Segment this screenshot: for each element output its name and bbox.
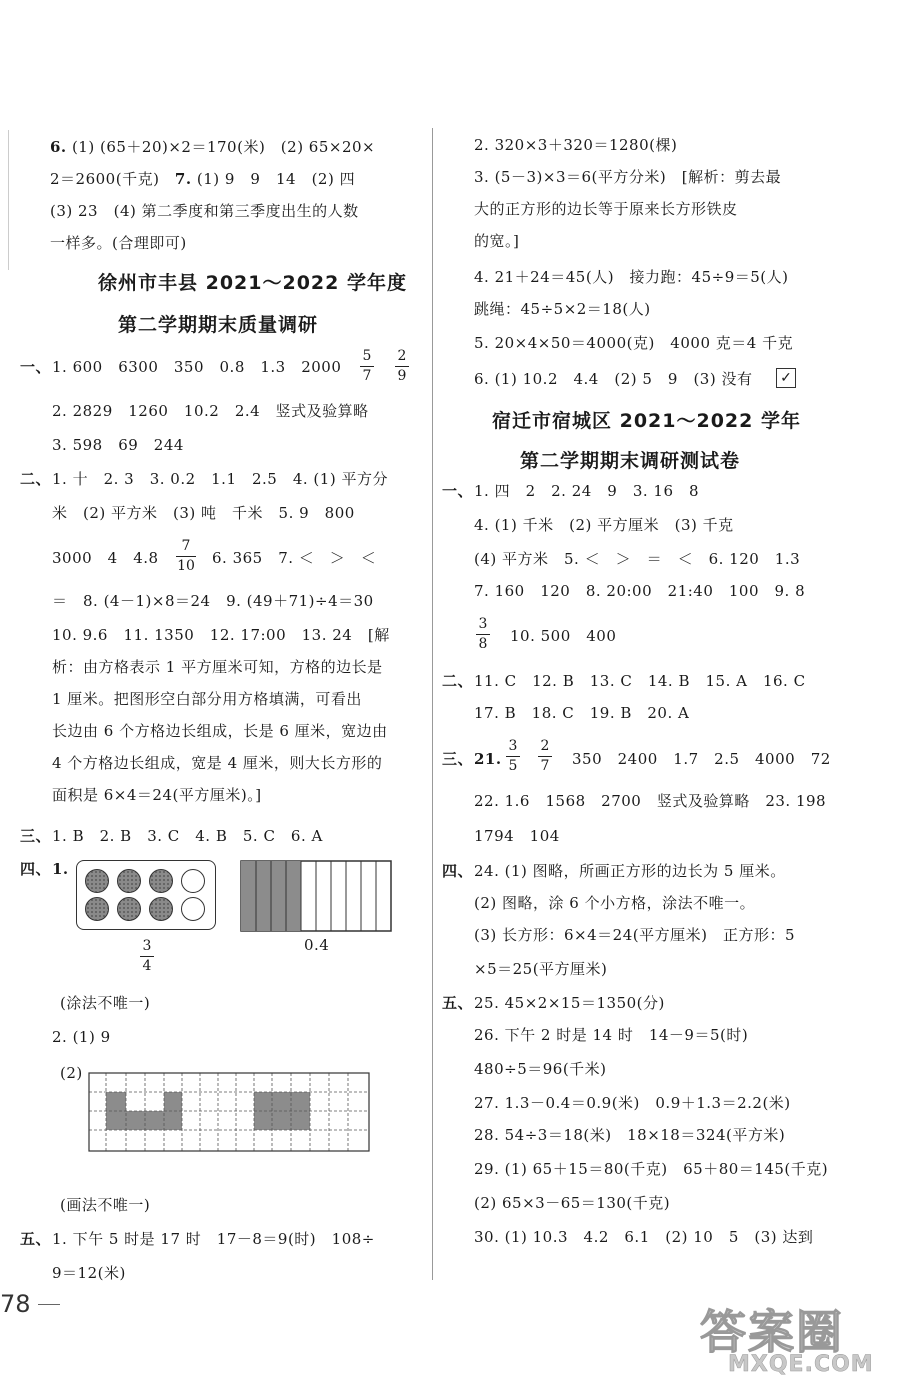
- strip-figure: [240, 860, 392, 932]
- answer-line: 跳绳：45÷5×2＝18(人): [474, 300, 651, 318]
- section-mark: 二、: [442, 672, 474, 690]
- fraction: 2 9: [395, 348, 409, 385]
- answer-line: (2) 65×3－65＝130(千克): [474, 1194, 671, 1212]
- answer-line: 米 (2) 平方米 (3) 吨 千米 5. 9 800: [52, 504, 355, 522]
- section-heading: 徐州市丰县 2021～2022 学年度: [98, 272, 407, 294]
- fraction: 5 7: [360, 348, 374, 385]
- fraction: 7 10: [177, 538, 195, 574]
- answer-line: 30. (1) 10.3 4.2 6.1 (2) 10 5 (3) 达到: [474, 1228, 814, 1246]
- section-mark: 四、: [20, 860, 52, 878]
- empty-circle: [181, 869, 205, 893]
- empty-circle: [181, 897, 205, 921]
- question-number: 1.: [52, 860, 69, 878]
- answer-line: 1. 四 2 2. 24 9 3. 16 8: [474, 482, 700, 500]
- note: (画法不唯一): [60, 1196, 151, 1214]
- answer-line: 3. 598 69 244: [52, 436, 184, 454]
- answer-line: ×5＝25(平方厘米): [474, 960, 608, 978]
- question-number: 21.: [474, 750, 502, 768]
- answer-line: 2. 2829 1260 10.2 2.4 竖式及验算略: [52, 402, 369, 420]
- answer-line: 7. 160 120 8. 20:00 21:40 100 9. 8: [474, 582, 806, 600]
- answer-line: (3) 23 (4) 第二季度和第三季度出生的人数: [50, 202, 359, 220]
- answer-line: 6. (1) 10.2 4.4 (2) 5 9 (3) 没有: [474, 370, 753, 388]
- answer-line: 1. 600 6300 350 0.8 1.3 2000: [52, 358, 342, 376]
- section-mark: 一、: [442, 482, 474, 500]
- answer-line: (3) 长方形：6×4＝24(平方厘米) 正方形：5: [474, 926, 796, 944]
- section-mark: 三、: [442, 750, 474, 768]
- answer-line: 2. 320×3＋320＝1280(棵): [474, 136, 678, 154]
- shaded-circle: [149, 869, 173, 893]
- fraction: 3 8: [476, 616, 490, 653]
- answer-line: 2＝2600(千克) 7. (1) 9 9 14 (2) 四: [50, 170, 356, 188]
- shaded-circle: [117, 897, 141, 921]
- answer-line: 6. (1) (65＋20)×2＝170(米) (2) 65×20×: [50, 138, 376, 156]
- answer-line: 10. 500 400: [510, 627, 617, 645]
- answer-line: 480÷5＝96(千米): [474, 1060, 607, 1078]
- answer-line: 2. (1) 9: [52, 1028, 111, 1046]
- shaded-circle: [85, 897, 109, 921]
- section-mark: 五、: [442, 994, 474, 1012]
- shaded-circle: [149, 897, 173, 921]
- answer-line: 大的正方形的边长等于原来长方形铁皮: [474, 200, 738, 218]
- answer-line: 4 个方格边长组成，宽是 4 厘米，则大长方形的: [52, 754, 383, 772]
- watermark-url: MXQE.COM: [728, 1352, 874, 1377]
- fraction: 3 4: [140, 938, 154, 975]
- answer-line: 17. B 18. C 19. B 20. A: [474, 704, 690, 722]
- section-heading: 第二学期期末调研测试卷: [520, 450, 741, 472]
- answer-line: 1794 104: [474, 827, 560, 845]
- answer-line: 一样多。(合理即可): [50, 234, 187, 252]
- answer-line: 11. C 12. B 13. C 14. B 15. A 16. C: [474, 672, 806, 690]
- answer-line: 长边由 6 个方格边长组成，长是 6 厘米，宽边由: [52, 722, 388, 740]
- answer-line: 27. 1.3－0.4＝0.9(米) 0.9＋1.3＝2.2(米): [474, 1094, 791, 1112]
- answer-line: 3. (5－3)×3＝6(平方分米) [解析：剪去最: [474, 168, 782, 186]
- section-mark: 二、: [20, 470, 52, 488]
- fraction: 3 5: [506, 738, 520, 775]
- answer-line: 28. 54÷3＝18(米) 18×18＝324(平方米): [474, 1126, 786, 1144]
- answer-line: 析：由方格表示 1 平方厘米可知，方格的边长是: [52, 658, 383, 676]
- left-edge-line: [8, 130, 9, 270]
- circles-figure: [76, 860, 216, 930]
- answer-line: 350 2400 1.7 2.5 4000 72: [572, 750, 831, 768]
- shaded-circle: [85, 869, 109, 893]
- column-divider: [432, 128, 433, 1280]
- section-mark: 五、: [20, 1230, 52, 1248]
- check-mark-icon: ✓: [776, 368, 796, 388]
- answer-line: (4) 平方米 5. ＜ ＞ ＝ ＜ 6. 120 1.3: [474, 550, 801, 568]
- answer-line: 5. 20×4×50＝4000(克) 4000 克＝4 千克: [474, 334, 794, 352]
- answer-line: 3000 4 4.8: [52, 549, 159, 567]
- section-mark: 四、: [442, 862, 474, 880]
- answer-line: 10. 9.6 11. 1350 12. 17:00 13. 24 [解: [52, 626, 390, 644]
- footer-rule: [38, 1304, 60, 1305]
- answer-line: 面积是 6×4＝24(平方厘米)。]: [52, 786, 262, 804]
- answer-line: 22. 1.6 1568 2700 竖式及验算略 23. 198: [474, 792, 827, 810]
- answer-line: ＝ 8. (4－1)×8＝24 9. (49＋71)÷4＝30: [52, 592, 374, 610]
- answer-line: 4. 21＋24＝45(人) 接力跑：45÷9＝5(人): [474, 268, 789, 286]
- answer-line: 25. 45×2×15＝1350(分): [474, 994, 665, 1012]
- grid-figure: [88, 1072, 370, 1152]
- answer-line: (2): [60, 1064, 83, 1082]
- answer-line: (2) 图略，涂 6 个小方格，涂法不唯一。: [474, 894, 756, 912]
- fraction: 2 7: [538, 738, 552, 775]
- section-mark: 一、: [20, 358, 52, 376]
- answer-line: 1. B 2. B 3. C 4. B 5. C 6. A: [52, 827, 323, 845]
- section-mark: 三、: [20, 827, 52, 845]
- answer-line: 1. 十 2. 3 3. 0.2 1.1 2.5 4. (1) 平方分: [52, 470, 388, 488]
- section-heading: 宿迁市宿城区 2021～2022 学年: [492, 410, 801, 432]
- answer-line: 26. 下午 2 时是 14 时 14－9＝5(时): [474, 1026, 749, 1044]
- shaded-circle: [117, 869, 141, 893]
- value-label: 0.4: [304, 936, 330, 954]
- answer-line: 9＝12(米): [52, 1264, 126, 1282]
- answer-line: 4. (1) 千米 (2) 平方厘米 (3) 千克: [474, 516, 734, 534]
- answer-line: 24. (1) 图略，所画正方形的边长为 5 厘米。: [474, 862, 786, 880]
- page-number: 78: [0, 1290, 31, 1318]
- answer-line: 1 厘米。把图形空白部分用方格填满，可看出: [52, 690, 362, 708]
- answer-line: 1. 下午 5 时是 17 时 17－8＝9(时) 108÷: [52, 1230, 375, 1248]
- answer-line: 的宽。]: [474, 232, 520, 250]
- answer-line: 29. (1) 65＋15＝80(千克) 65＋80＝145(千克): [474, 1160, 829, 1178]
- section-heading: 第二学期期末质量调研: [118, 314, 319, 336]
- watermark-logo: 答案圈: [700, 1305, 844, 1359]
- answer-line: 6. 365 7. ＜ ＞ ＜: [212, 549, 377, 567]
- note: (涂法不唯一): [60, 994, 151, 1012]
